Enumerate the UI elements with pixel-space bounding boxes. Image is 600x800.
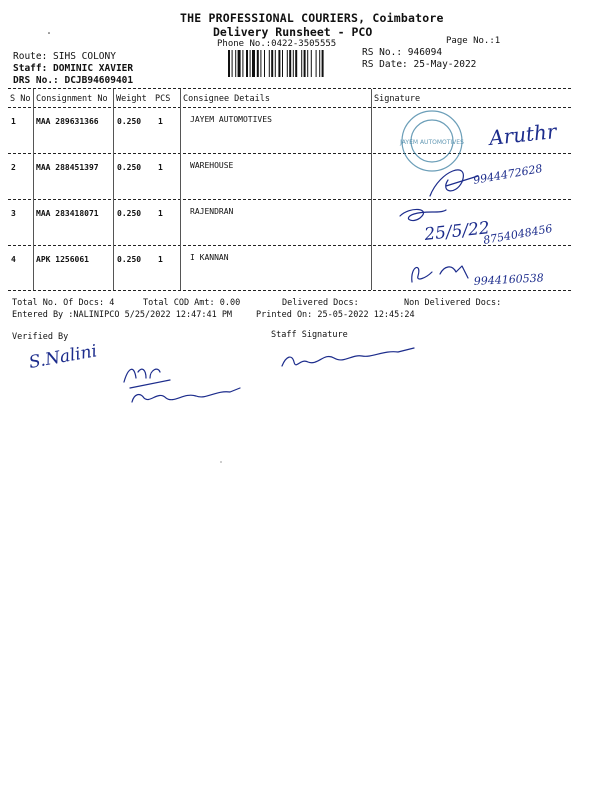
staff-name: Staff: DOMINIC XAVIER	[13, 63, 134, 74]
recipient-signature-scribble	[412, 266, 468, 282]
speck-mark	[220, 461, 221, 462]
rs-date: RS Date: 25-May-2022	[362, 59, 477, 70]
delivery-date: 25/5/22	[423, 218, 491, 245]
col-header-consignment: Consignment No	[36, 94, 108, 104]
page-number: Page No.:1	[446, 36, 501, 46]
drs-number: DRS No.: DCJB94609401	[13, 75, 134, 86]
verified-by-label: Verified By	[12, 332, 69, 342]
entered-by: Entered By :NALINIPCO 5/25/2022 12:47:41 PM	[12, 310, 233, 320]
staff-signature	[282, 348, 414, 366]
recipient-signature-scribble	[400, 209, 446, 220]
row-pcs: 1	[158, 209, 163, 218]
row-sno: 1	[11, 117, 16, 126]
rs-number: RS No.: 946094	[362, 47, 443, 58]
delivered-docs: Delivered Docs:	[282, 298, 359, 308]
row-consignment: MAA 283418071	[36, 209, 99, 218]
recipient-phone: 9944160538	[473, 271, 545, 288]
row-consignment: MAA 288451397	[36, 163, 99, 172]
total-docs: Total No. Of Docs: 4	[12, 298, 115, 308]
row-consignee: JAYEM AUTOMOTIVES	[190, 115, 272, 124]
recipient-signature: Aruthr	[488, 119, 558, 150]
row-weight: 0.250	[117, 255, 142, 264]
printed-on: Printed On: 25-05-2022 12:45:24	[256, 310, 415, 320]
row-weight: 0.250	[117, 163, 142, 172]
row-consignment: MAA 289631366	[36, 117, 99, 126]
row-pcs: 1	[158, 163, 163, 172]
row-consignee: WAREHOUSE	[190, 161, 234, 170]
row-consignee: I KANNAN	[190, 253, 229, 262]
recipient-signature-scribble	[430, 170, 478, 196]
row-sno: 2	[11, 163, 16, 172]
row-sno: 3	[11, 209, 16, 218]
non-delivered-docs: Non Delivered Docs:	[404, 298, 502, 308]
runsheet-title: Delivery Runsheet - PCO	[213, 25, 373, 39]
col-header-weight: Weight	[116, 94, 147, 104]
verifier-initials-scribble	[132, 388, 240, 402]
col-header-signature: Signature	[374, 94, 421, 104]
row-pcs: 1	[158, 255, 163, 264]
route: Route: SIHS COLONY	[13, 51, 116, 62]
col-header-pcs: PCS	[155, 94, 171, 104]
company-stamp	[399, 111, 464, 171]
company-title: THE PROFESSIONAL COURIERS, Coimbatore	[180, 11, 444, 25]
verifier-signature: S.Nalini	[27, 341, 99, 373]
recipient-phone: 8754048456	[482, 221, 554, 247]
row-consignment: APK 1256061	[36, 255, 89, 264]
total-cod: Total COD Amt: 0.00	[143, 298, 241, 308]
verifier-initials	[124, 369, 170, 388]
row-consignee: RAJENDRAN	[190, 207, 234, 216]
stamp-text: JAYEM AUTOMOTIVES	[400, 139, 464, 146]
row-pcs: 1	[158, 117, 163, 126]
row-weight: 0.250	[117, 117, 142, 126]
phone-number: Phone No.:0422-3505555	[217, 39, 337, 49]
recipient-phone: 9944472628	[472, 161, 544, 187]
col-header-consignee: Consignee Details	[183, 94, 270, 104]
col-header-sno: S No	[10, 94, 31, 104]
row-weight: 0.250	[117, 209, 142, 218]
staff-signature-label: Staff Signature	[271, 330, 348, 340]
row-sno: 4	[11, 255, 16, 264]
speck-mark	[48, 32, 50, 34]
